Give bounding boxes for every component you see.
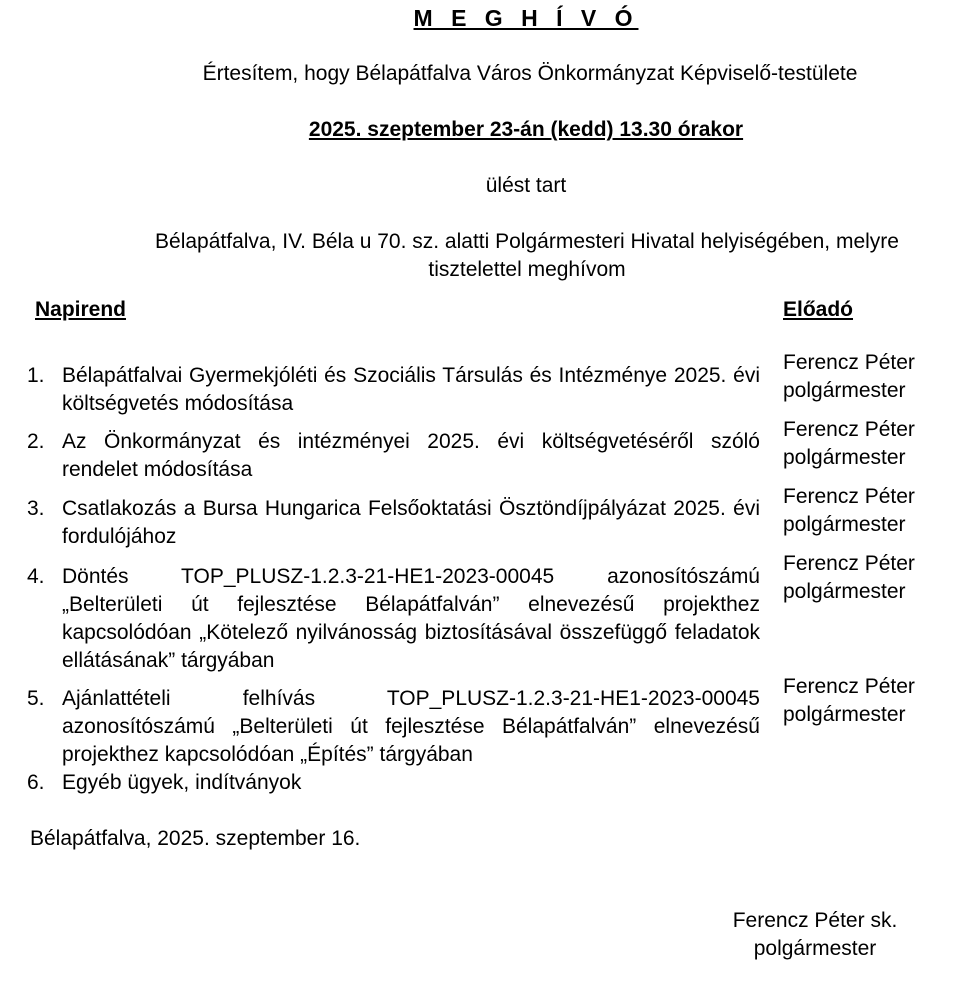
location-line-1: Bélapátfalva, IV. Béla u 70. sz. alatti Polgármesteri Hivatal helyiségében, melyre (155, 230, 899, 253)
presenter-name: Ferencz Péter (783, 552, 915, 575)
presenter-header: Előadó (783, 298, 854, 321)
agenda-item-presenter (783, 416, 973, 472)
meeting-location (96, 228, 958, 284)
agenda-item-number: 2. (27, 430, 45, 453)
session-text: ülést tart (485, 174, 567, 197)
agenda-item-text: Döntés TOP_PLUSZ-1.2.3-21-HE1-2023-00045 azonosítószámú „Belterületi út fejlesztése Bélapátfalván” elnevezésű projekthez kapcsolódóan „Kötelező nyilvánosság biztosításával összefüggő feladatok ellátásának” tárgyában (62, 565, 760, 672)
agenda-item-presenter (783, 673, 973, 729)
presenter-role: polgármester (783, 446, 906, 469)
agenda-item-presenter (783, 349, 973, 405)
document-title: M E G H Í V Ó (413, 5, 639, 31)
agenda-item-text: Csatlakozás a Bursa Hungarica Felsőoktatási Ösztöndíjpályázat 2025. évi fordulójához (62, 497, 760, 548)
agenda-item-text: Az Önkormányzat és intézményei 2025. évi költségvetéséről szóló rendelet módosítása (62, 430, 760, 481)
agenda-item-text: Ajánlattételi felhívás TOP_PLUSZ-1.2.3-21-HE1-2023-00045 azonosítószámú „Belterületi út fejlesztése Bélapátfalván” elnevezésű projekthez kapcsolódóan „Építés” tárgyában (62, 687, 760, 766)
agenda-item-number: 1. (27, 364, 45, 387)
notice-text: Értesítem, hogy Bélapátfalva Város Önkormányzat Képviselő-testülete (202, 62, 858, 85)
agenda-item-number: 5. (27, 687, 45, 710)
agenda-item-number: 3. (27, 497, 45, 520)
presenter-name: Ferencz Péter (783, 675, 915, 698)
presenter-name: Ferencz Péter (783, 485, 915, 508)
presenter-role: polgármester (783, 513, 906, 536)
place-and-date: Bélapátfalva, 2025. szeptember 16. (30, 827, 361, 850)
agenda-item-presenter (783, 550, 973, 606)
agenda-item-number: 4. (27, 565, 45, 588)
agenda-header: Napirend (35, 298, 127, 321)
presenter-name: Ferencz Péter (783, 351, 915, 374)
agenda-item-text: Bélapátfalvai Gyermekjóléti és Szociális Társulás és Intézménye 2025. évi költségvetés módosítása (62, 364, 760, 415)
presenter-role: polgármester (783, 379, 906, 402)
meeting-date-time: 2025. szeptember 23-án (kedd) 13.30 órakor (308, 118, 744, 141)
agenda-item-text: Egyéb ügyek, indítványok (62, 771, 302, 794)
signature-name: Ferencz Péter sk. (732, 909, 898, 932)
signature-role: polgármester (753, 937, 877, 960)
presenter-role: polgármester (783, 703, 906, 726)
agenda-item-number: 6. (27, 771, 45, 794)
presenter-role: polgármester (783, 580, 906, 603)
presenter-name: Ferencz Péter (783, 418, 915, 441)
agenda-item-presenter (783, 483, 973, 539)
signature-block (700, 907, 930, 963)
location-line-2: tisztelettel meghívom (428, 258, 626, 281)
